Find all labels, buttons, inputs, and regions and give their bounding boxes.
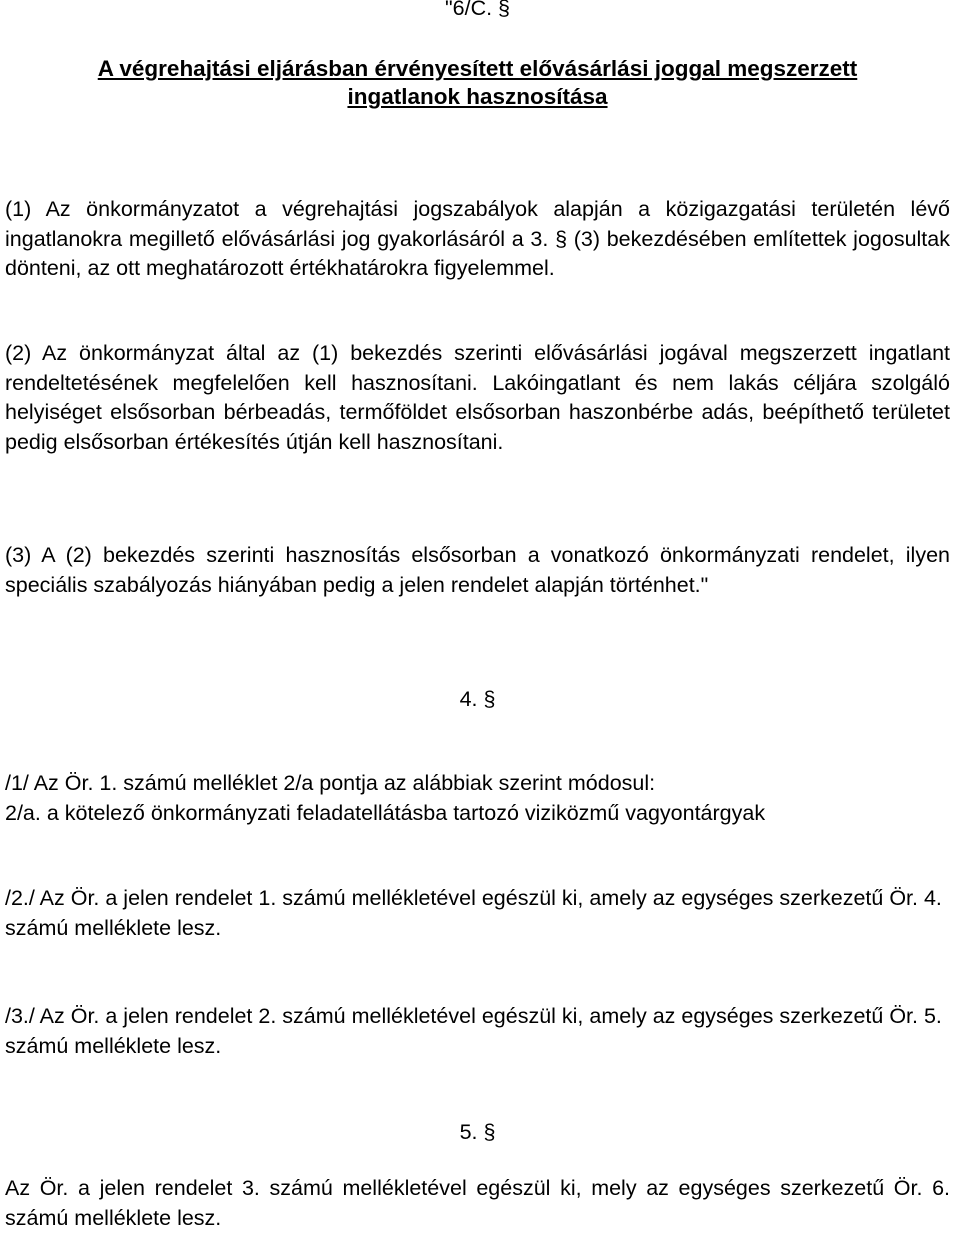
section-4-item-2: /2./ Az Ör. a jelen rendelet 1. számú mellékletével egészül ki, amely az egységes szerkezetű Ör. 4. számú melléklete lesz. bbox=[5, 886, 942, 940]
section-title-line1: A végrehajtási eljárásban érvényesített elővásárlási joggal megszerzett bbox=[97, 56, 858, 81]
section-title bbox=[5, 55, 950, 111]
section-5-text: Az Ör. a jelen rendelet 3. számú mellékletével egészül ki, mely az egységes szerkezetű Ör. 6. számú melléklete lesz. bbox=[5, 1176, 950, 1230]
paragraph-1: (1) Az önkormányzatot a végrehajtási jogszabályok alapján a közigazgatási területén lévő ingatlanokra megillető elővásárlási jog gyakorlásáról a 3. § (3) bekezdésében említettek jogosultak dönteni, az ott meghatározott értékhatárokra figyelemmel. bbox=[5, 197, 950, 281]
section-4-item-1: /1/ Az Ör. 1. számú melléklet 2/a pontja az alábbiak szerint módosul: bbox=[5, 771, 656, 795]
paragraph-3: (3) A (2) bekezdés szerinti hasznosítás elsősorban a vonatkozó önkormányzati rendelet, ilyen speciális szabályozás hiányában pedig a jelen rendelet alapján történhet." bbox=[5, 543, 950, 597]
section-5-heading: 5. § bbox=[459, 1120, 496, 1144]
paragraph-2: (2) Az önkormányzat által az (1) bekezdés szerinti elővásárlási jogával megszerzett ingatlant rendeltetésének megfelelően kell hasznosítani. Lakóingatlant és nem lakás céljára szolgáló helyiséget elsősorban bérbeadás, termőföldet elsősorban haszonbérbe adás, beépíthető területet pedig elsősorban értékesítés útján kell hasznosítani. bbox=[5, 341, 950, 454]
section-4-item-1-subpoint: 2/a. a kötelező önkormányzati feladatellátásba tartozó viziközmű vagyontárgyak bbox=[5, 801, 766, 825]
section-4-heading: 4. § bbox=[459, 687, 496, 711]
section-4-item-3: /3./ Az Ör. a jelen rendelet 2. számú mellékletével egészül ki, amely az egységes szerkezetű Ör. 5. számú melléklete lesz. bbox=[5, 1004, 942, 1058]
section-title-line2: ingatlanok hasznosítása bbox=[347, 84, 608, 109]
section-6c-heading: "6/C. § bbox=[445, 0, 510, 20]
